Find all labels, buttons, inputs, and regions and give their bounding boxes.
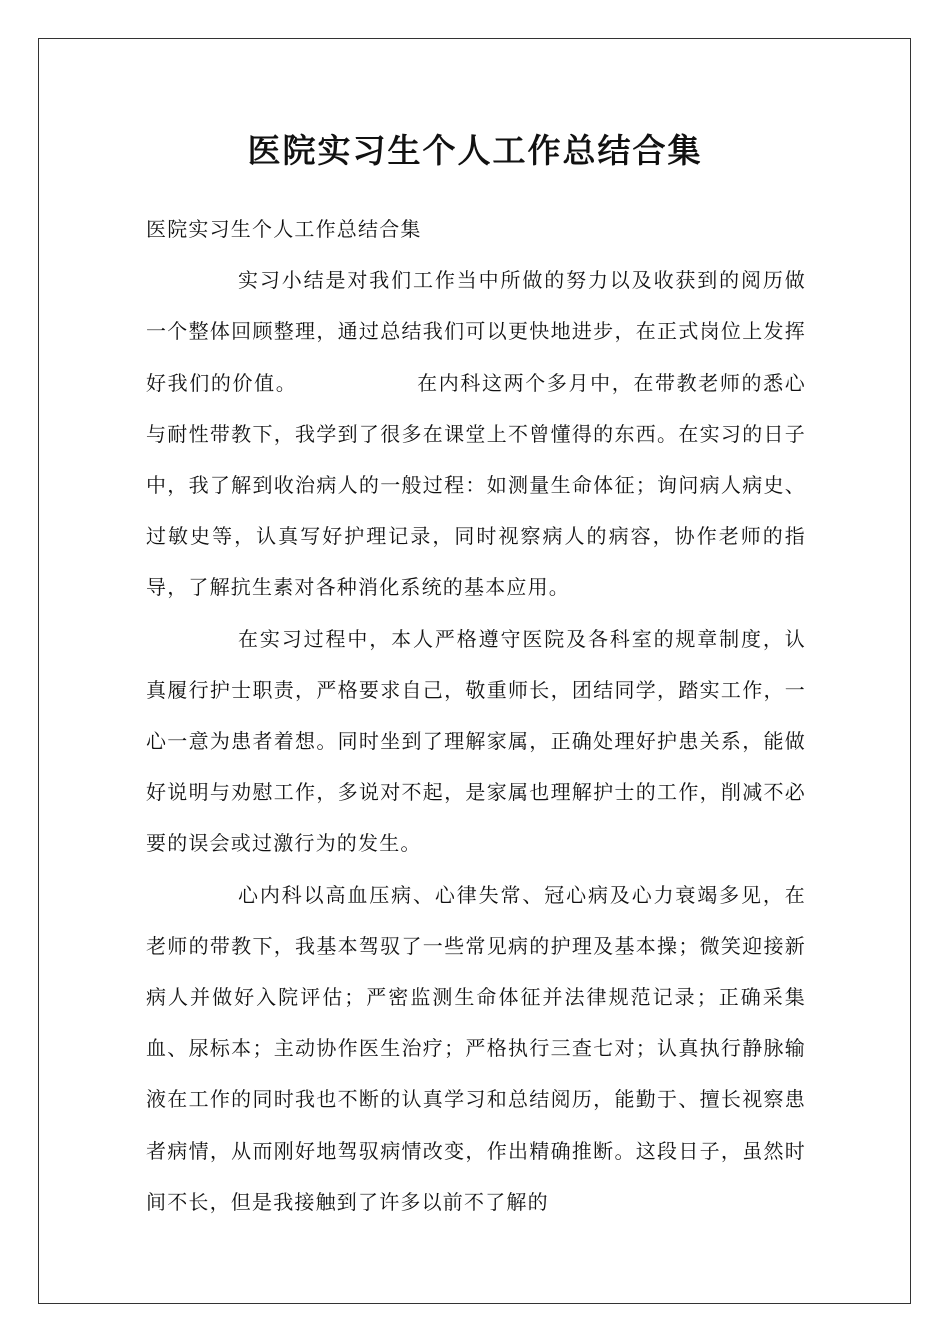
document-subtitle: 医院实习生个人工作总结合集 [146,217,422,241]
paragraph-2: 在实习过程中，本人严格遵守医院及各科室的规章制度，认真履行护士职责，严格要求自己，敬重师长，团结同学，踏实工作，一心一意为患者着想。同时坐到了理解家属，正确处理好护患关系，能做好说明与劝慰工作，多说对不起，是家属也理解护士的工作，削减不必要的误会或过激行为的发生。 [146,626,806,856]
document-title: 医院实习生个人工作总结合集 [247,131,703,170]
document-body [146,204,806,1228]
paragraph-1: 实习小结是对我们工作当中所做的努力以及收获到的阅历做一个整体回顾整理，通过总结我们可以更快地进步，在正式岗位上发挥好我们的价值。 在内科这两个多月中，在带教老师的悉心与耐性带教下，我学到了很多在课堂上不曾懂得的东西。在实习的日子中，我了解到收治病人的一般过程：如测量生命体征；询问病人病史、过敏史等，认真写好护理记录，同时视察病人的病容，协作老师的指导，了解抗生素对各种消化系统的基本应用。 [146,268,806,600]
paragraph-3: 心内科以高血压病、心律失常、冠心病及心力衰竭多见，在老师的带教下，我基本驾驭了一些常见病的护理及基本操；微笑迎接新病人并做好入院评估；严密监测生命体征并法律规范记录；正确采集血、尿标本；主动协作医生治疗；严格执行三查七对；认真执行静脉输液在工作的同时我也不断的认真学习和总结阅历，能勤于、擅长视察患者病情，从而刚好地驾驭病情改变，作出精确推断。这段日子，虽然时间不长，但是我接触到了许多以前不了解的 [146,882,806,1214]
